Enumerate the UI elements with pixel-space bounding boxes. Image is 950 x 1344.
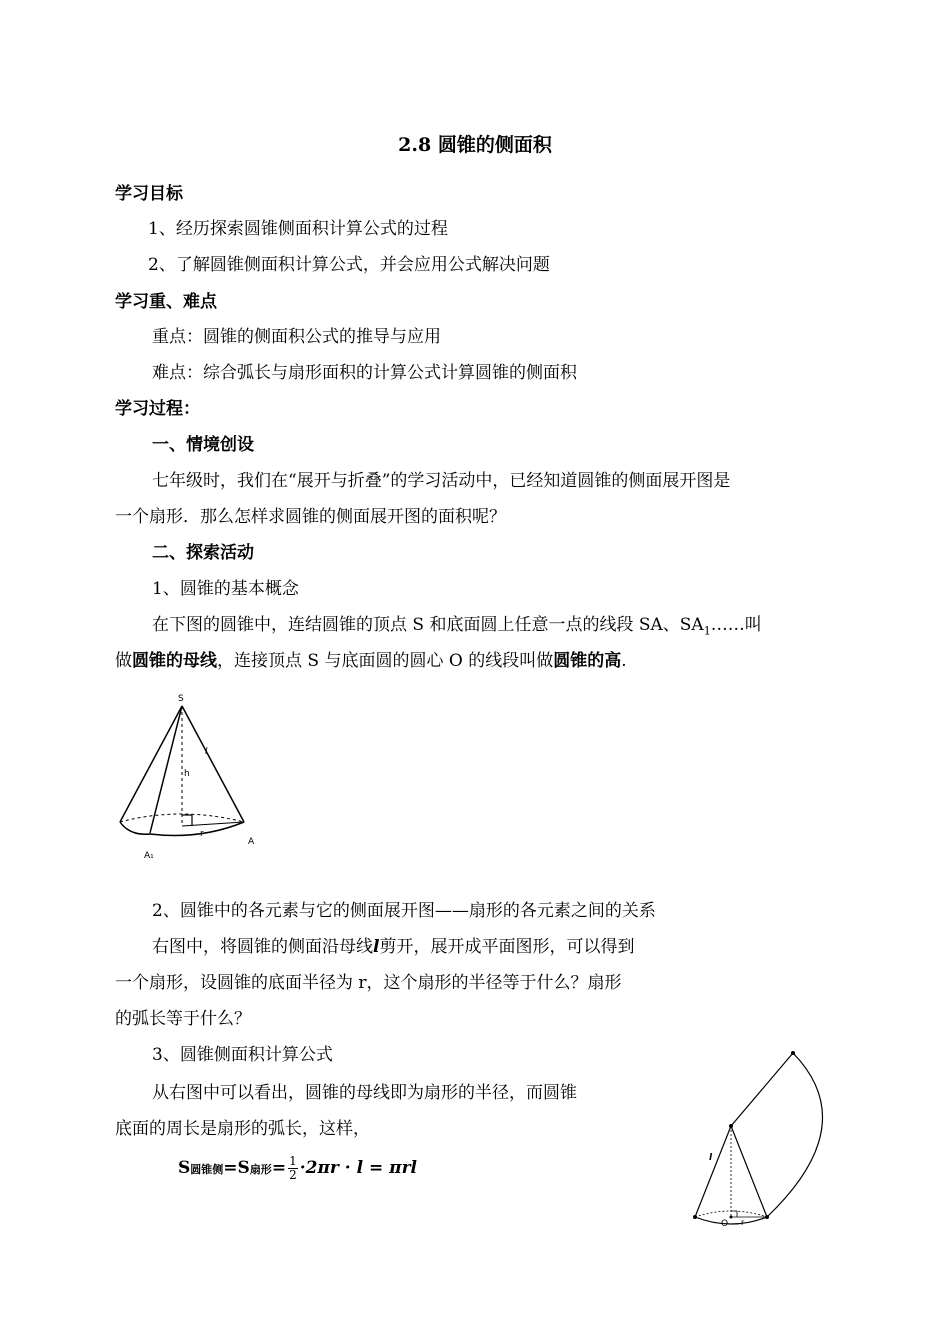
- objective-item-1: 1、经历探索圆锥侧面积计算公式的过程: [148, 219, 448, 239]
- label-s: S: [178, 694, 184, 704]
- sec2-line1-a: 右图中，将圆锥的侧面沿母线: [152, 937, 373, 957]
- fraction-numerator: 1: [289, 1154, 297, 1168]
- cone2-right-edge: [731, 1126, 767, 1217]
- point-left-base: [693, 1215, 697, 1219]
- formula-rest: ·2πr · l = πrl: [299, 1158, 418, 1178]
- sec1-line2: [115, 650, 627, 672]
- keypoint-focus: 重点：圆锥的侧面积公式的推导与应用: [152, 327, 441, 347]
- process-heading: 学习过程：: [115, 399, 200, 419]
- sec2-line2: 一个扇形，设圆锥的底面半径为 r，这个扇形的半径等于什么？扇形: [115, 973, 622, 993]
- label2-r: r: [741, 1218, 745, 1227]
- formula-s1-sub: 圆锥侧: [190, 1163, 224, 1176]
- sec3-line1: 从右图中可以看出，圆锥的母线即为扇形的半径，而圆锥: [152, 1083, 577, 1103]
- sec3-line2: 底面的周长是扇形的弧长，这样，: [115, 1119, 370, 1139]
- cone-right-edge: [182, 706, 244, 822]
- right-angle-mark: [182, 815, 192, 826]
- sec1-line2-c: ，连接顶点 S 与底面圆的圆心 O 的线段叫做: [217, 651, 554, 671]
- label-a: A: [248, 837, 255, 847]
- cone-base-front: [120, 822, 244, 836]
- part1-line1: 七年级时，我们在“展开与折叠”的学习活动中，已经知道圆锥的侧面展开图是: [152, 471, 731, 491]
- formula-s1: S: [178, 1158, 191, 1178]
- cone-generatrix-sa1: [150, 706, 182, 833]
- sector-arc: [767, 1053, 823, 1217]
- part1-line2: 一个扇形．那么怎样求圆锥的侧面展开图的面积呢？: [115, 507, 506, 527]
- label2-l: l: [709, 1153, 713, 1163]
- part2-heading: 二、探索活动: [152, 543, 254, 563]
- formula-eq2: =: [271, 1158, 287, 1178]
- label-a1: A₁: [144, 851, 154, 861]
- sec1-line1-end: ……叫: [710, 615, 762, 635]
- sec3-title: 3、圆锥侧面积计算公式: [152, 1045, 333, 1065]
- formula-fraction: [288, 1155, 298, 1182]
- fraction-denominator: 2: [289, 1168, 297, 1182]
- sec1-line2-d: .: [621, 651, 627, 671]
- sec2-line1-b: 剪开，展开成平面图形，可以得到: [379, 937, 635, 957]
- label-l: l: [205, 747, 208, 757]
- formula-eq1: =S: [223, 1158, 250, 1178]
- sec2-line3: 的弧长等于什么？: [115, 1009, 251, 1029]
- sec1-line1-subscript: 1: [703, 624, 711, 638]
- point-right-base: [765, 1215, 769, 1219]
- cone2-left-edge: [695, 1126, 731, 1217]
- sec2-title: 2、圆锥中的各元素与它的侧面展开图——扇形的各元素之间的关系: [152, 901, 656, 921]
- term-generatrix: 圆锥的母线: [132, 651, 217, 671]
- keypoints-heading: 学习重、难点: [115, 292, 217, 312]
- sector-radius-top: [731, 1053, 793, 1126]
- formula-s2-sub: 扇形: [249, 1163, 272, 1176]
- objectives-heading: 学习目标: [115, 184, 183, 204]
- sec1-title: 1、圆锥的基本概念: [152, 579, 299, 599]
- page-title: 2.8 圆锥的侧面积: [398, 134, 552, 156]
- label-r: r: [200, 829, 204, 839]
- sec1-line1: [152, 614, 762, 642]
- objective-item-2: 2、了解圆锥侧面积计算公式，并会应用公式解决问题: [148, 255, 550, 275]
- sec1-line1-text: 在下图的圆锥中，连结圆锥的顶点 S 和底面圆上任意一点的线段 SA、SA: [152, 615, 704, 635]
- keypoint-difficulty: 难点：综合弧长与扇形面积的计算公式计算圆锥的侧面积: [152, 363, 577, 383]
- point-center: [730, 1216, 733, 1219]
- sector-unfold-diagram: [685, 1045, 845, 1235]
- sec2-slant-symbol: l: [373, 937, 380, 957]
- lateral-area-formula: [178, 1155, 417, 1182]
- sec2-line1: [152, 936, 634, 958]
- term-height: 圆锥的高: [553, 651, 622, 671]
- label2-o: O: [721, 1219, 729, 1229]
- part1-heading: 一、情境创设: [152, 435, 254, 455]
- label-h: h: [184, 769, 190, 779]
- sec1-line2-a: 做: [115, 651, 132, 671]
- cone-left-edge: [120, 706, 182, 822]
- point-sector-end: [791, 1051, 795, 1055]
- point-apex: [729, 1124, 733, 1128]
- cone-diagram: [110, 688, 270, 863]
